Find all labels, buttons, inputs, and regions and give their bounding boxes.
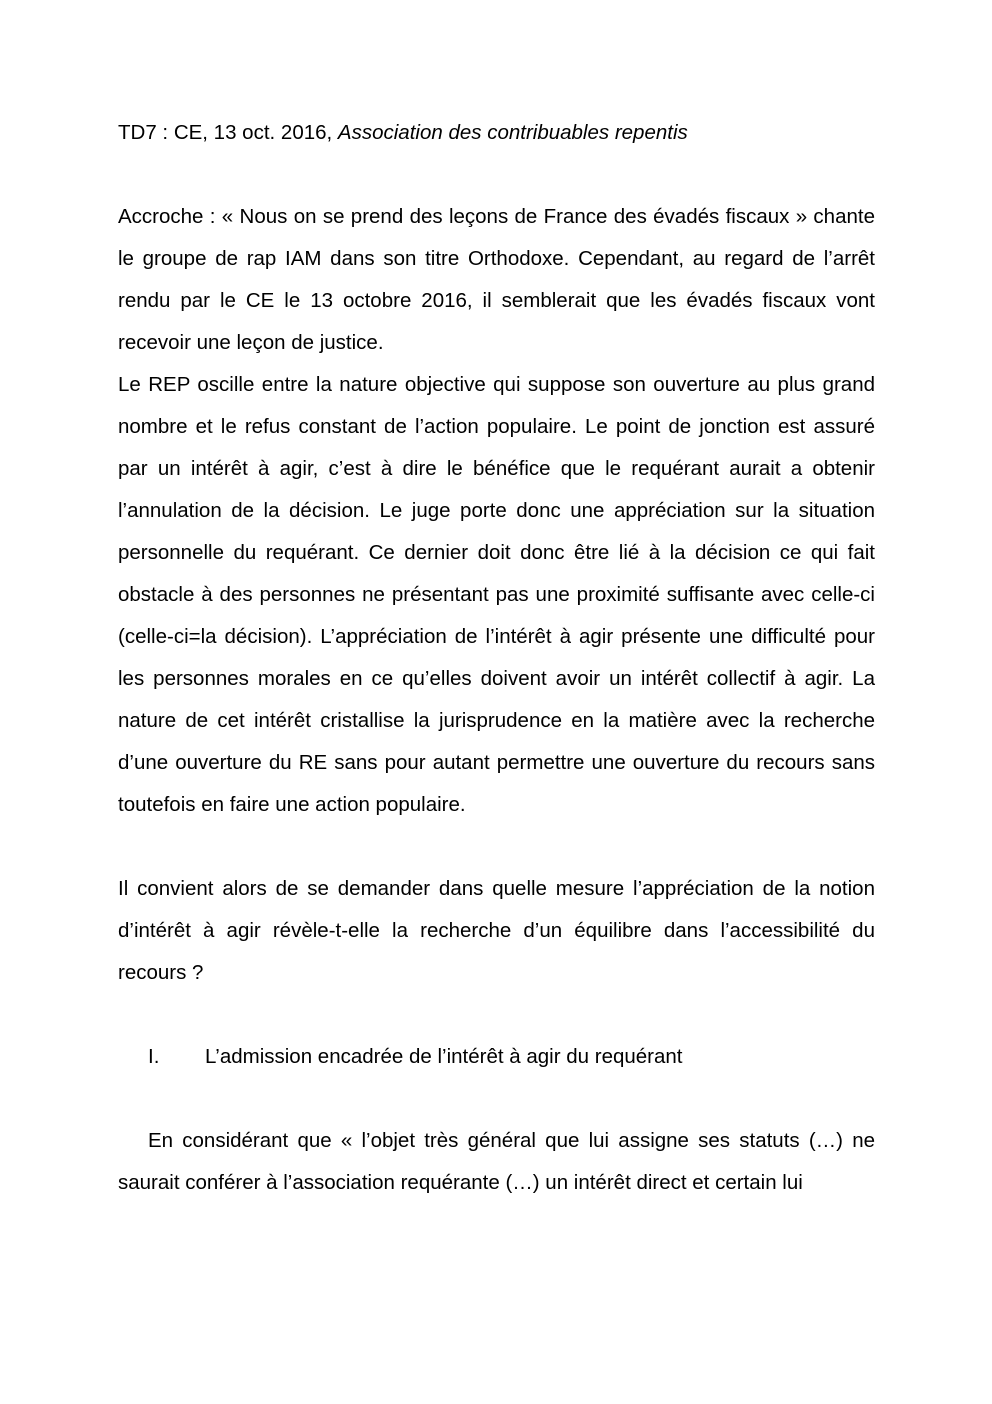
rep-paragraph: Le REP oscille entre la nature objective qui suppose son ouverture au plus grand nombre et le refus constant de l’action populaire. Le point de jonction est assuré par un intérêt à agir, c’est à dire le bénéfice que le requérant aurait a obtenir l’annulation de la décision. Le juge porte donc une appréciation sur la situation personnelle du requérant. Ce dernier doit donc être lié à la décision ce qui fait obstacle à des personnes ne présentant pas une proximité suffisante avec celle-ci (celle-ci=la décision). L’appréciation de l’intérêt à agir présente une difficulté pour les personnes morales en ce qu’elles doivent avoir un intérêt collectif à agir. La nature de cet intérêt cristallise la jurisprudence en la matière avec la recherche d’une ouverture du RE sans pour autant permettre une ouverture du recours sans toutefois en faire une action populaire. — [118, 373, 875, 816]
section-heading-number: I. — [148, 1045, 160, 1068]
accroche-paragraph: Accroche : « Nous on se prend des leçons de France des évadés fiscaux » chante le groupe de rap IAM dans son titre Orthodoxe. Cependant, au regard de l’arrêt rendu par le CE le 13 octobre 2016, il semblerait que les évadés fiscaux vont recevoir une leçon de justice. — [118, 205, 875, 354]
page-title-case-name: Association des contribuables repentis — [337, 121, 688, 144]
section-heading-list — [118, 1036, 875, 1078]
paragraph-gap-3 — [118, 1078, 875, 1120]
title-spacer — [118, 154, 875, 196]
problematique-paragraph: Il convient alors de se demander dans quelle mesure l’appréciation de la notion d’intérêt à agir révèle-t-elle la recherche d’un équilibre dans l’accessibilité du recours ? — [118, 877, 875, 984]
page-title-prefix: TD7 : CE, 13 oct. 2016, — [118, 121, 338, 144]
section-heading-label: L’admission encadrée de l’intérêt à agir du requérant — [205, 1045, 683, 1068]
paragraph-gap-2 — [118, 994, 875, 1036]
developpement-paragraph: En considérant que « l’objet très général que lui assigne ses statuts (…) ne saurait conférer à l’association requérante (…) un intérêt direct et certain lui — [118, 1129, 875, 1194]
section-heading-item-i — [118, 1036, 875, 1078]
paragraph-gap-1 — [118, 826, 875, 868]
page-title — [118, 112, 875, 154]
document-body — [118, 112, 875, 1204]
